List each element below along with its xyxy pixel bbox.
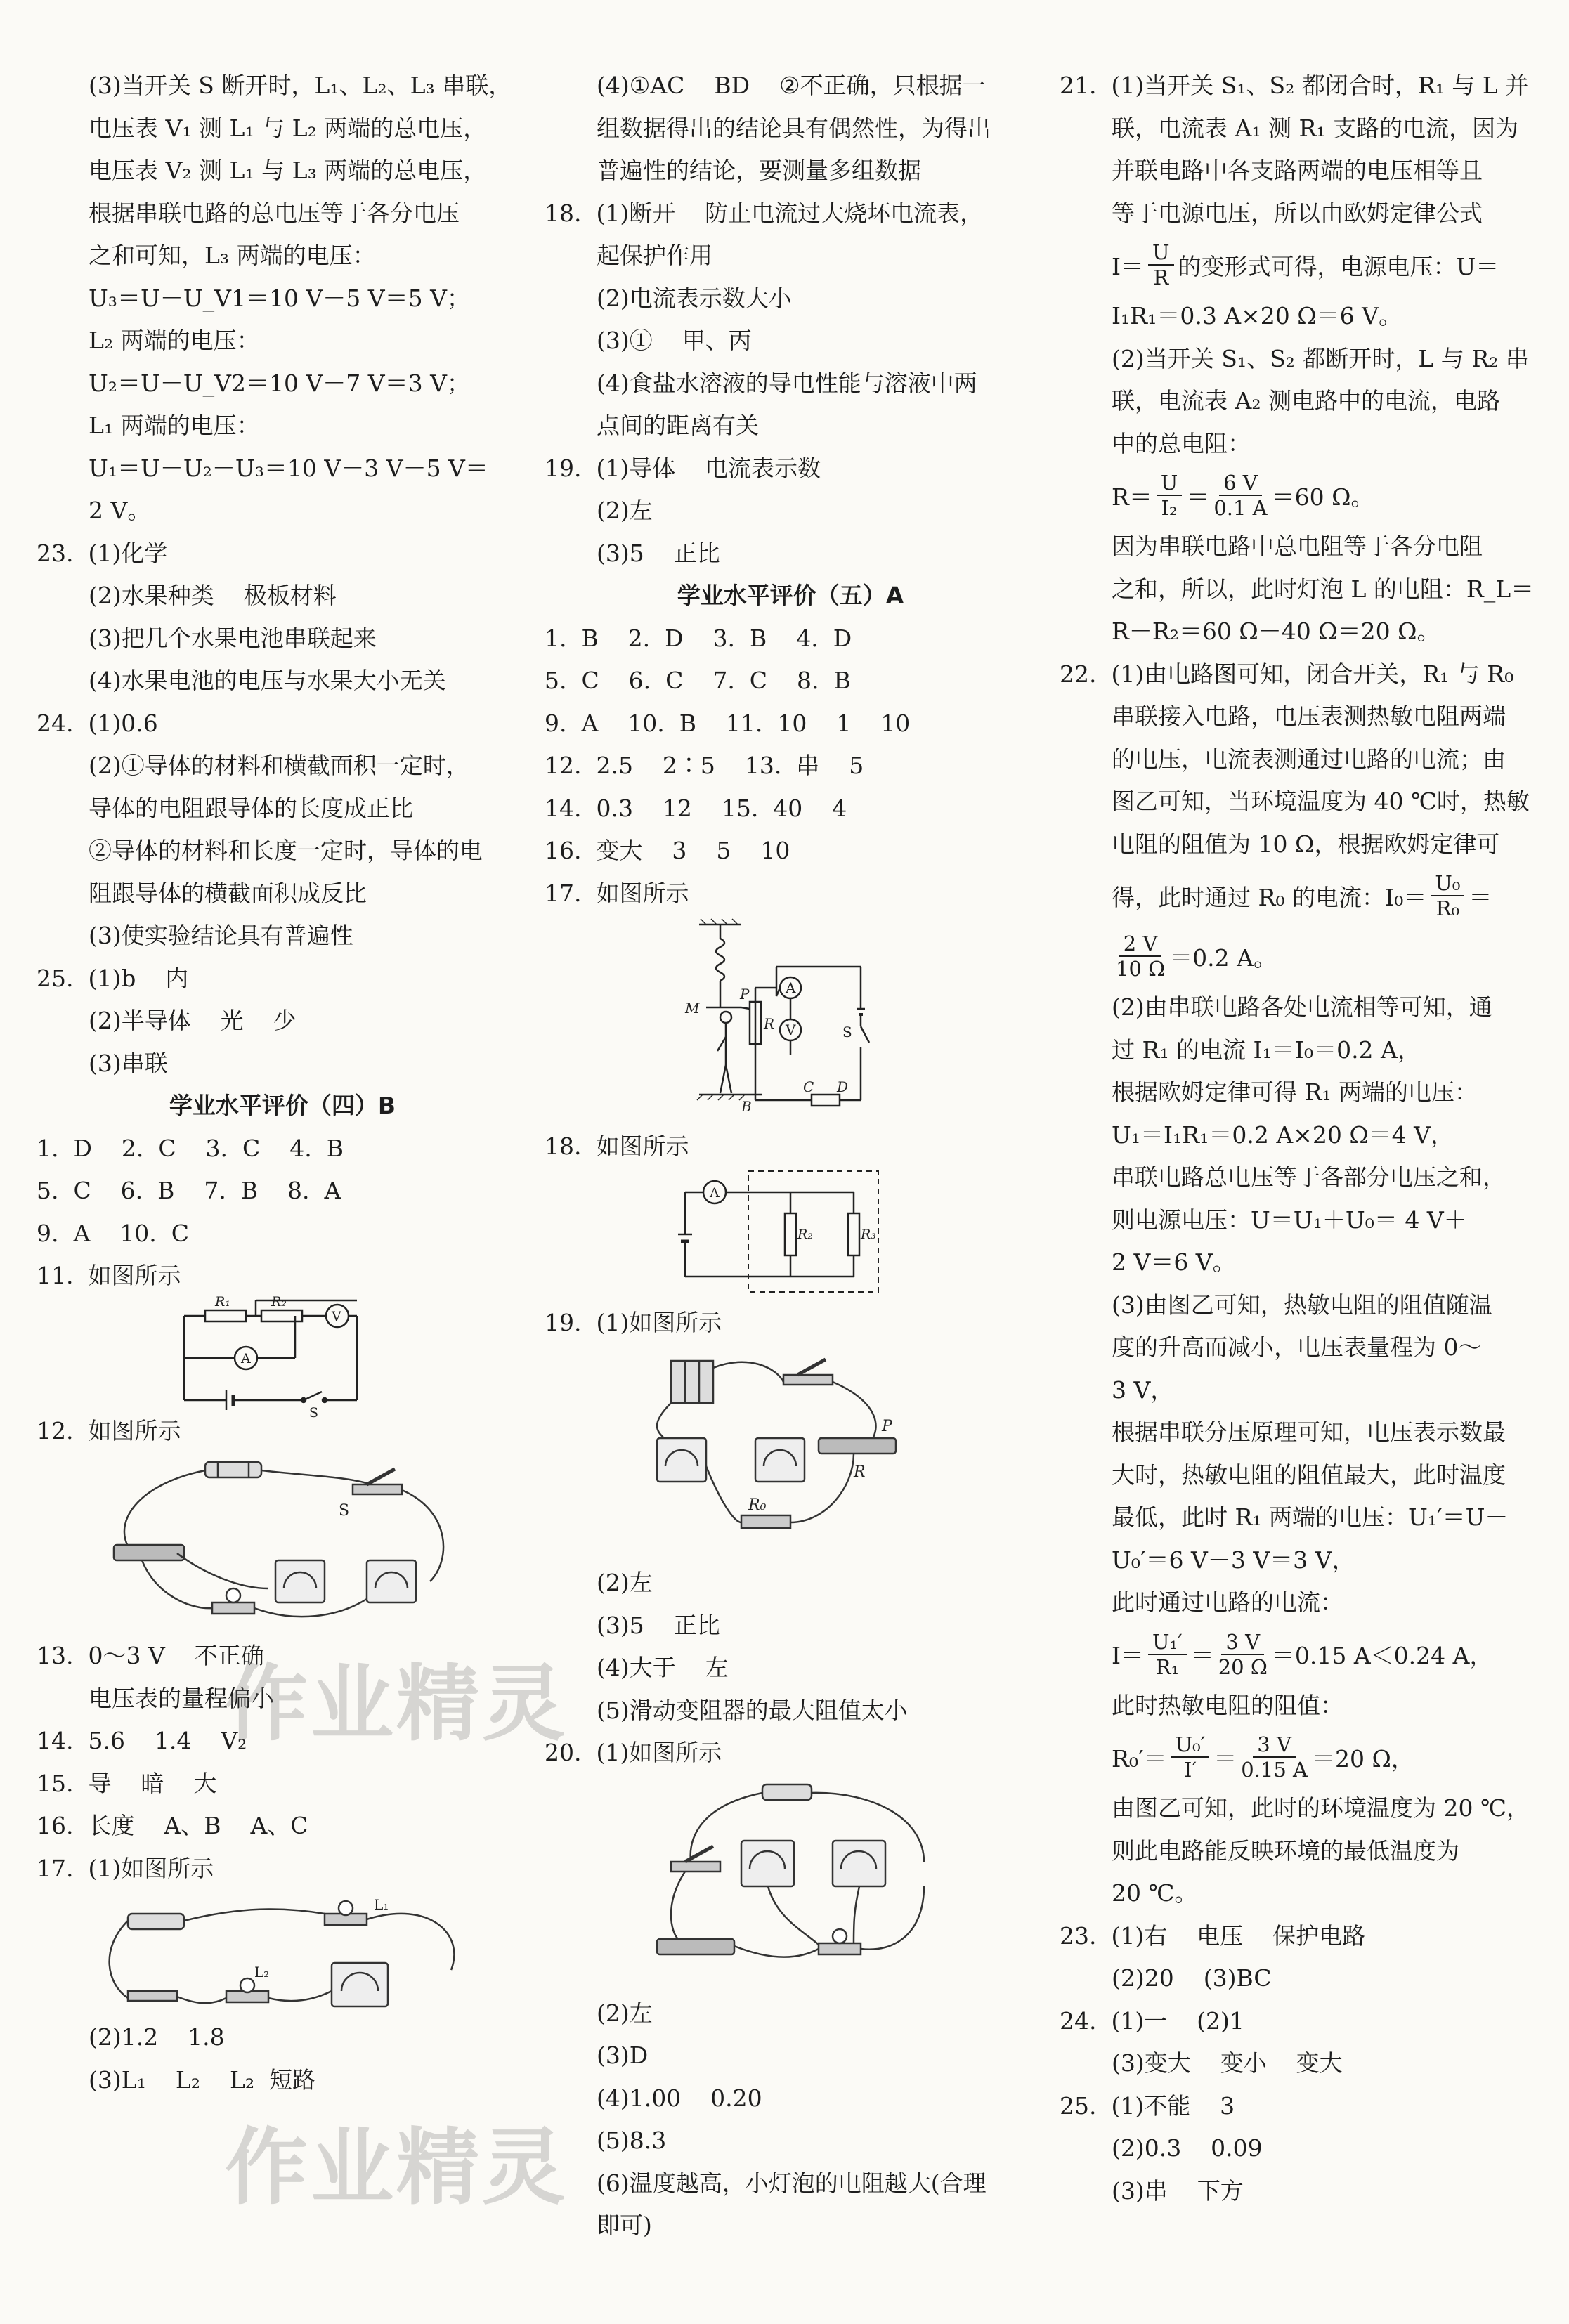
answer-line: (3)5 正比 (597, 539, 720, 567)
answer-line: 电压表 V₁ 测 L₁ 与 L₂ 两端的总电压， (89, 114, 487, 142)
answer-line: 根据串联电路的总电压等于各分电压 (89, 199, 460, 227)
resistor-cd (812, 1095, 840, 1106)
question-25: 25. (1)不能 3 (1060, 2091, 1235, 2120)
answer-line: 导体的电阻跟导体的长度成正比 (89, 794, 413, 822)
question-18: 18. (1)断开 防止电流过大烧坏电流表， (545, 199, 984, 227)
answer-line: 根据串联分压原理可知，电压表示数最 (1112, 1418, 1506, 1446)
equation-total-resistance: R＝ $\frac{U}{\text{I₂}}$ ＝ $\frac{6 V}{0.1 A}$ ＝60 Ω。 (1112, 471, 1374, 520)
equation-line: U₁＝I₁R₁＝0.2 A×20 Ω＝4 V， (1112, 1121, 1454, 1149)
answer-line: L₁ 两端的电压： (89, 412, 260, 439)
label-p: P (882, 1418, 892, 1435)
meter-icon (367, 1560, 416, 1602)
answer-line: 过 R₁ 的电流 I₁＝I₀＝0.2 A， (1112, 1036, 1421, 1064)
answer-line: (3)L₁ L₂ L₂ 短路 (89, 2065, 316, 2094)
rheostat-icon (819, 1438, 896, 1454)
choice-answers: 9. A 10. C (37, 1219, 189, 1247)
answer-line: (4)1.00 0.20 (597, 2084, 762, 2112)
answer-line: 起保护作用 (597, 242, 712, 269)
answer-line: (3)D (597, 2042, 649, 2069)
answer-line: (3)5 正比 (597, 1611, 720, 1639)
answer-line: 最低，此时 R₁ 两端的电压：U₁′＝U－ (1112, 1503, 1509, 1531)
question-15: 15. 导 暗 大 (37, 1769, 217, 1797)
answer-line: (2)左 (597, 1569, 653, 1596)
choice-answers: 5. C 6. C 7. C 8. B (545, 667, 851, 694)
question-23: 23. (1)化学 (37, 539, 168, 567)
voltmeter-icon (332, 1963, 388, 2006)
label-l1: L₁ (374, 1896, 389, 1913)
ammeter-icon (657, 1438, 706, 1482)
question-21: 21. (1)当开关 S₁、S₂ 都闭合时，R₁ 与 L 并 (1060, 72, 1529, 99)
label-r: R (764, 1015, 775, 1032)
answer-line: (5)滑动变阻器的最大阻值太小 (597, 1696, 908, 1724)
label-m: M (685, 1000, 700, 1017)
answer-line: (2)左 (597, 497, 653, 524)
label-d: D (837, 1078, 849, 1095)
answer-line: (2)左 (597, 1999, 653, 2027)
switch-icon (783, 1375, 833, 1385)
answer-line: 20 ℃。 (1112, 1879, 1198, 1907)
circuit-diagram-17 (545, 918, 1036, 1121)
resistor-r1 (205, 1310, 246, 1321)
answer-line: (5)8.3 (597, 2127, 667, 2154)
answer-line: 等于电源电压，所以由欧姆定律公式 (1112, 199, 1483, 227)
answer-line: (4)①AC BD ②不正确，只根据一 (597, 72, 986, 99)
resistor-r0-icon (741, 1515, 790, 1528)
question-22: 22. (1)由电路图可知，闭合开关，R₁ 与 R₀ (1060, 660, 1514, 688)
column-left (37, 65, 528, 2101)
equation-line: I₁R₁＝0.3 A×20 Ω＝6 V。 (1112, 302, 1402, 329)
equation-line: 2 V。 (89, 497, 151, 524)
question-24: 24. (1)0.6 (37, 709, 158, 737)
answer-line: (4)水果电池的电压与水果大小无关 (89, 667, 446, 694)
answer-line: (3)由图乙可知，热敏电阻的阻值随温 (1112, 1291, 1492, 1319)
equation-line: 2 V＝6 V。 (1112, 1248, 1236, 1276)
answer-line: 由图乙可知，此时的环境温度为 20 ℃， (1112, 1794, 1530, 1822)
answer-line: 根据欧姆定律可得 R₁ 两端的电压： (1112, 1078, 1478, 1106)
answer-line: (3)串联 (89, 1049, 168, 1077)
answer-line: 串联电路总电压等于各部分电压之和， (1112, 1163, 1506, 1191)
equation-line: U₀′＝6 V－3 V＝3 V， (1112, 1546, 1355, 1574)
answer-line: ②导体的材料和长度一定时，导体的电 (89, 837, 483, 864)
equation-line: U₁＝U－U₂－U₃＝10 V－3 V－5 V＝ (89, 454, 488, 482)
answer-line: (2)①导体的材料和横截面积一定时， (89, 752, 469, 779)
answer-line: 3 V， (1112, 1376, 1174, 1404)
question-23: 23. (1)右 电压 保护电路 (1060, 1921, 1366, 1950)
equation-line: R－R₂＝60 Ω－40 Ω＝20 Ω。 (1112, 618, 1440, 645)
answer-line: 此时通过电路的电流： (1112, 1588, 1343, 1616)
choice-answers: 1. D 2. C 3. C 4. B (37, 1134, 344, 1162)
choice-answers: 16. 变大 3 5 10 (545, 837, 790, 864)
answer-line: (3)把几个水果电池串联起来 (89, 624, 377, 652)
choice-answers: 1. B 2. D 3. B 4. D (545, 624, 852, 652)
switch-symbol (304, 1392, 322, 1400)
answer-line: 并联电路中各支路两端的电压相等且 (1112, 157, 1483, 184)
answer-line: 图乙可知，当环境温度为 40 ℃时，热敏 (1112, 788, 1530, 815)
question-20: 20. (1)如图所示 (545, 1739, 722, 1766)
question-24: 24. (1)一 (2)1 (1060, 2006, 1244, 2035)
battery-icon (762, 1784, 812, 1800)
physical-circuit-12 (37, 1455, 528, 1631)
label-r3: R₃ (861, 1226, 876, 1242)
question-19: 19. (1)导体 电流表示数 (545, 454, 821, 482)
answer-line: 之和可知，L₃ 两端的电压： (89, 242, 376, 269)
question-25: 25. (1)b 内 (37, 964, 189, 992)
answer-line: 电压表 V₂ 测 L₁ 与 L₃ 两端的总电压， (89, 157, 487, 184)
label-v: V (332, 1308, 341, 1324)
answer-line: (2)半导体 光 少 (89, 1007, 297, 1034)
question-14: 14. 5.6 1.4 V₂ (37, 1727, 247, 1754)
choice-answers: 14. 0.3 12 15. 40 4 (545, 794, 847, 822)
answer-line: (4)食盐水溶液的导电性能与溶液中两 (597, 369, 977, 397)
equation-ohms-law: I＝ $\frac{U}{R}$ 的变形式可得，电源电压：U＝ (1112, 240, 1499, 289)
battery-icon (205, 1462, 261, 1477)
label-c: C (803, 1078, 814, 1095)
label-a: A (786, 979, 796, 996)
answer-line: 联，电流表 A₁ 测 R₁ 支路的电流，因为 (1112, 114, 1519, 142)
question-11: 11. 如图所示 (37, 1262, 181, 1289)
label-r2: R₂ (797, 1226, 813, 1242)
switch-icon (353, 1484, 402, 1494)
switch-icon (671, 1862, 720, 1872)
equation-line: U₂＝U－U_V2＝10 V－7 V＝3 V； (89, 369, 470, 397)
answer-line: 串联接入电路，电压表测热敏电阻两端 (1112, 703, 1506, 730)
answer-line: (6)温度越高，小灯泡的电阻越大(合理 (597, 2169, 987, 2197)
watermark-logo: 作业精灵 (225, 2119, 568, 2216)
answer-line: (4)大于 左 (597, 1654, 729, 1681)
answer-line: 的电压，电流表测通过电路的电流；由 (1112, 745, 1506, 773)
choice-answers: 9. A 10. B 11. 10 1 10 (545, 709, 911, 737)
circuit-diagram-18 (545, 1171, 1036, 1298)
bulb-icon (212, 1602, 254, 1614)
choice-answers: 5. C 6. B 7. B 8. A (37, 1177, 341, 1204)
voltmeter-icon (833, 1841, 885, 1886)
resistor-r3 (848, 1213, 859, 1255)
answer-line: (3)当开关 S 断开时，L₁、L₂、L₃ 串联， (89, 72, 512, 99)
voltmeter-icon (755, 1438, 805, 1482)
answer-line: 组数据得出的结论具有偶然性，为得出 (597, 114, 991, 142)
spring-icon (716, 939, 724, 981)
physical-circuit-17 (37, 1893, 528, 2012)
label-s: S (339, 1502, 350, 1520)
battery-icon (671, 1361, 713, 1403)
answer-line: L₂ 两端的电压： (89, 327, 260, 354)
question-17: 17. 如图所示 (545, 879, 689, 907)
column-right (1060, 65, 1537, 2212)
question-13: 13. 0～3 V 不正确 (37, 1642, 264, 1669)
label-a: A (710, 1184, 720, 1201)
watermark-logo: 作业精灵 (225, 1655, 568, 1752)
label-r1: R₁ (215, 1293, 230, 1310)
answer-line: 则电源电压：U＝U₁＋U₀＝ 4 V＋ (1112, 1206, 1467, 1234)
answer-line: 则此电路能反映环境的最低温度为 (1112, 1836, 1459, 1865)
equation-thermistor: R₀′＝ $\frac{\text{U₀′}}{I'}$ ＝ $\frac{3 V}{0.15 A}$ ＝20 Ω， (1112, 1732, 1414, 1782)
answer-line: (2)20 (3)BC (1112, 1964, 1272, 1992)
circuit-diagram-11 (37, 1293, 528, 1421)
answer-line: (2)水果种类 极板材料 (89, 582, 337, 609)
label-p: P (740, 986, 750, 1003)
question-18: 18. 如图所示 (545, 1132, 689, 1160)
column-middle (545, 65, 1036, 2247)
answer-line: (2)电流表示数大小 (597, 284, 792, 312)
switch-symbol (861, 1026, 869, 1043)
section-heading: 学业水平评价（四）B (169, 1092, 396, 1119)
meter-icon (275, 1560, 325, 1602)
answer-line: 点间的距离有关 (597, 412, 759, 439)
answer-line: 此时热敏电阻的阻值： (1112, 1691, 1343, 1719)
answer-line: (3)使实验结论具有普遍性 (89, 922, 353, 949)
label-v: V (786, 1021, 796, 1038)
equation-current: I＝ $\frac{\text{U₁′}}{\text{R₁}}$ ＝ $\frac{3 V}{20 \Omega}$ ＝0.15 A＜0.24 A， (1112, 1629, 1493, 1679)
label-a: A (241, 1350, 251, 1366)
answer-line: (2)1.2 1.8 (89, 2023, 225, 2051)
label-l2: L₂ (254, 1964, 270, 1980)
question-16: 16. 长度 A、B A、C (37, 1812, 308, 1839)
label-s: S (842, 1024, 852, 1040)
answer-line: 因为串联电路中总电阻等于各分电阻 (1112, 533, 1483, 560)
label-b: B (741, 1098, 752, 1115)
answer-line: (3)① 甲、丙 (597, 327, 752, 354)
physical-circuit-20 (545, 1777, 1036, 1988)
rheostat-icon (114, 1545, 184, 1560)
section-heading: 学业水平评价（五）A (677, 582, 904, 609)
answer-line: (2)0.3 0.09 (1112, 2134, 1263, 2162)
answer-line: 大时，热敏电阻的阻值最大，此时温度 (1112, 1461, 1506, 1489)
question-12: 12. 如图所示 (37, 1416, 181, 1444)
resistor-r2 (261, 1310, 302, 1321)
answer-line: 普遍性的结论，要测量多组数据 (597, 157, 921, 184)
equation-current-value: $\frac{2 V}{10 \Omega}$ ＝0.2 A。 (1116, 932, 1277, 981)
resistor-r2 (785, 1213, 796, 1255)
answer-line: (3)变大 变小 变大 (1112, 2049, 1343, 2077)
answer-line: 阻跟导体的横截面积成反比 (89, 879, 367, 907)
equation-current-r0: 得，此时通过 R₀ 的电流：I₀＝ $\frac{\text{U₀}}{\text{R₀}}$ ＝ (1112, 871, 1492, 920)
answer-line: 之和，所以，此时灯泡 L 的电阻：R_L＝ (1112, 575, 1535, 603)
person-icon (717, 1012, 731, 1093)
question-19: 19. (1)如图所示 (545, 1308, 722, 1336)
answer-line: 电阻的阻值为 10 Ω，根据欧姆定律可 (1112, 830, 1500, 858)
answer-line: (2)由串联电路各处电流相等可知，通 (1112, 993, 1492, 1021)
answer-line: 即可) (597, 2212, 652, 2239)
label-s: S (309, 1404, 319, 1421)
ammeter-icon (741, 1841, 794, 1886)
label-r: R (854, 1463, 866, 1481)
equation-line: U₃＝U－U_V1＝10 V－5 V＝5 V； (89, 284, 470, 312)
switch-icon (128, 1991, 177, 2001)
answer-line: 度的升高而减小，电压表量程为 0～ (1112, 1333, 1482, 1361)
bulb-icon (819, 1943, 861, 1954)
rheostat-icon (657, 1939, 734, 1954)
answer-line: (2)当开关 S₁、S₂ 都断开时，L 与 R₂ 串 (1112, 344, 1529, 372)
answer-line: 电压表的量程偏小 (89, 1684, 274, 1712)
label-r2: R₂ (271, 1293, 287, 1310)
question-17: 17. (1)如图所示 (37, 1854, 214, 1882)
physical-circuit-19 (545, 1347, 1036, 1558)
answer-line: 联，电流表 A₂ 测电路中的电流，电路 (1112, 387, 1501, 414)
battery-icon (128, 1914, 184, 1929)
answer-line: (3)串 下方 (1112, 2176, 1244, 2205)
label-r0: R₀ (748, 1496, 767, 1514)
answer-line: 中的总电阻： (1112, 429, 1251, 457)
choice-answers: 12. 2.5 2∶5 13. 串 5 (545, 752, 864, 779)
